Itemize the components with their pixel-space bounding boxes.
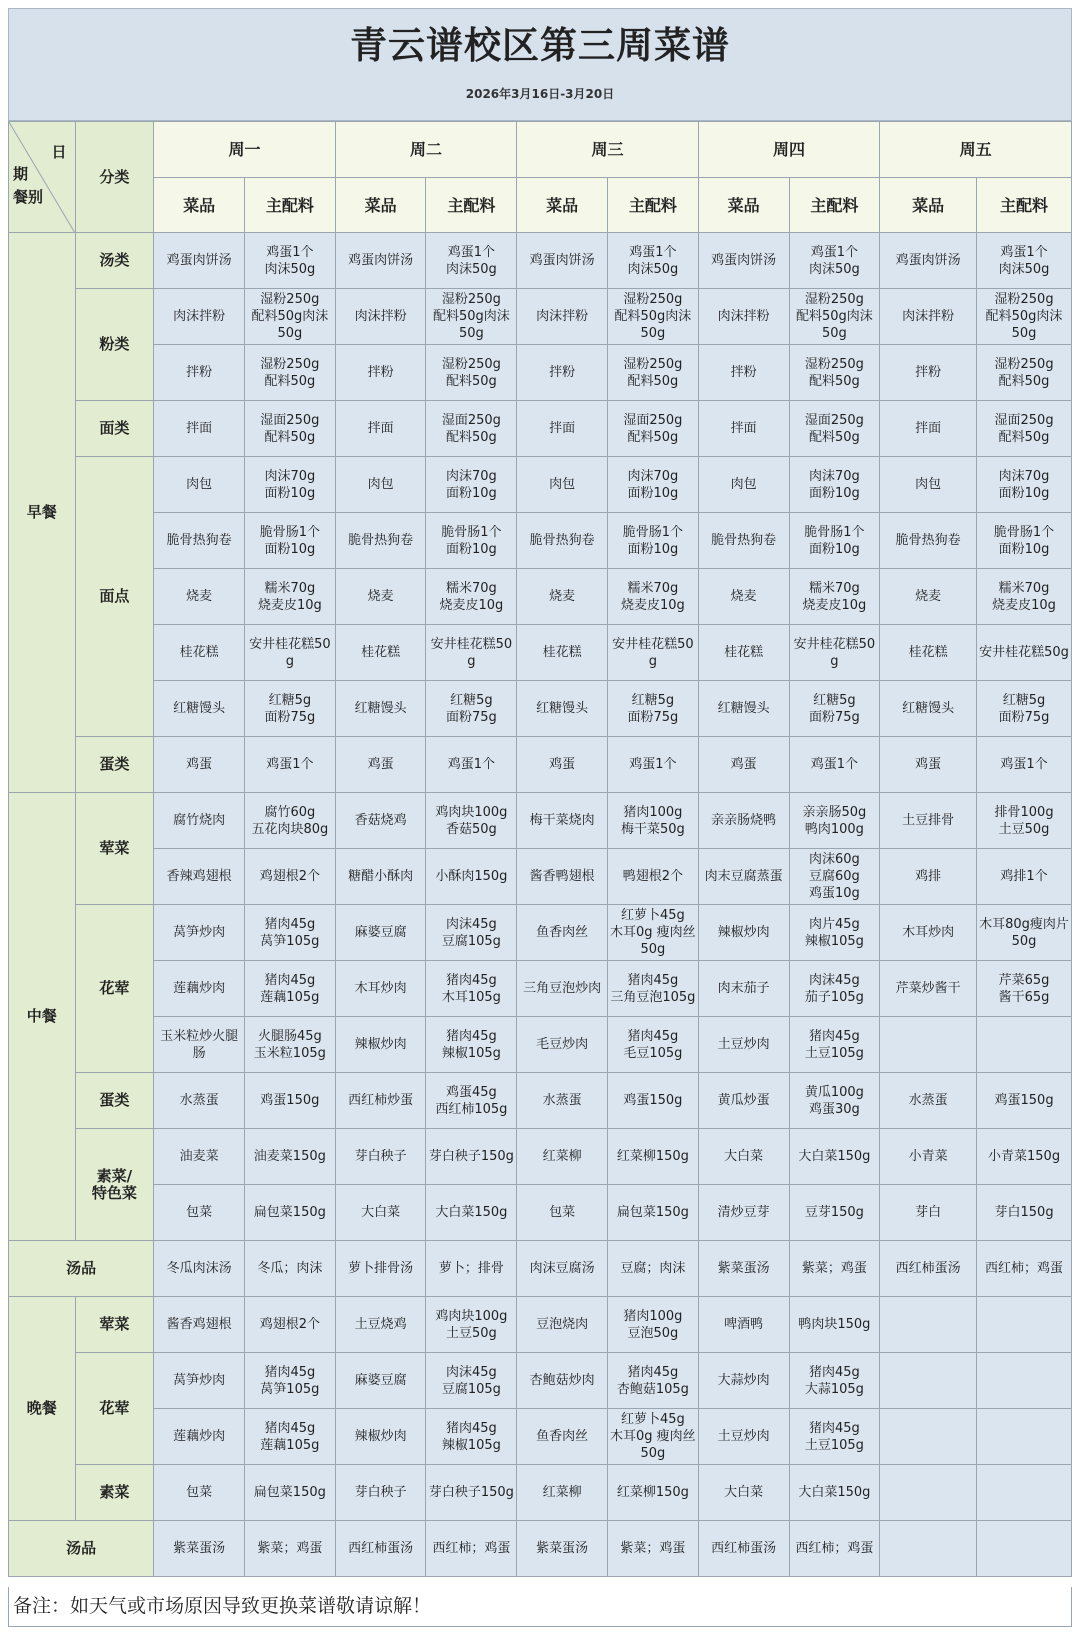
dish-cell: 豆泡烧肉 bbox=[517, 1297, 608, 1353]
dish-cell: 烧麦 bbox=[517, 569, 608, 625]
ingredient-cell: 红萝卜45g 木耳0g 瘦肉丝 50g bbox=[607, 1409, 698, 1465]
ingredient-cell: 湿面250g 配料50g bbox=[977, 401, 1072, 457]
ingredient-cell: 木耳80g瘦肉片 50g bbox=[977, 905, 1072, 961]
dish-cell: 玉米粒炒火腿 肠 bbox=[154, 1017, 245, 1073]
dish-cell: 鸡蛋 bbox=[335, 737, 426, 793]
dish-col-header: 菜品 bbox=[335, 178, 426, 233]
ingredient-cell: 鸡蛋150g bbox=[244, 1073, 335, 1129]
dish-cell: 鸡蛋 bbox=[698, 737, 789, 793]
dish-cell: 紫菜蛋汤 bbox=[517, 1521, 608, 1577]
ingredient-cell: 湿粉250g 配料50g肉沫 50g bbox=[607, 289, 698, 345]
dish-cell: 酱香鸡翅根 bbox=[154, 1297, 245, 1353]
dish-cell: 拌粉 bbox=[698, 345, 789, 401]
dish-cell: 肉包 bbox=[698, 457, 789, 513]
dish-cell: 鸡蛋肉饼汤 bbox=[880, 233, 977, 289]
ingredient-cell: 安井桂花糕50g bbox=[244, 625, 335, 681]
ingredient-cell bbox=[977, 1017, 1072, 1073]
dish-cell: 肉包 bbox=[880, 457, 977, 513]
dish-cell: 鱼香肉丝 bbox=[517, 905, 608, 961]
dish-cell: 桂花糕 bbox=[335, 625, 426, 681]
dish-cell: 拌粉 bbox=[880, 345, 977, 401]
ingredient-col-header: 主配料 bbox=[244, 178, 335, 233]
ingredient-cell: 豆腐；肉沫 bbox=[607, 1241, 698, 1297]
day-header: 周五 bbox=[880, 122, 1072, 178]
ingredient-cell bbox=[977, 1409, 1072, 1465]
corner-header bbox=[9, 122, 76, 233]
ingredient-cell: 芽白150g bbox=[977, 1185, 1072, 1241]
ingredient-cell: 脆骨肠1个 面粉10g bbox=[426, 513, 517, 569]
ingredient-cell: 大白菜150g bbox=[789, 1129, 880, 1185]
ingredient-cell: 鸡蛋1个 肉沫50g bbox=[977, 233, 1072, 289]
ingredient-cell: 肉片45g 辣椒105g bbox=[789, 905, 880, 961]
category-label: 粉类 bbox=[75, 289, 154, 401]
dish-cell: 烧麦 bbox=[880, 569, 977, 625]
meal-label-dinner: 晚餐 bbox=[9, 1297, 76, 1521]
ingredient-cell: 安井桂花糕50g bbox=[426, 625, 517, 681]
ingredient-cell: 红糖5g 面粉75g bbox=[426, 681, 517, 737]
dish-cell: 鸡蛋肉饼汤 bbox=[698, 233, 789, 289]
dish-cell: 大白菜 bbox=[698, 1465, 789, 1521]
page-title: 青云谱校区第三周菜谱 bbox=[350, 24, 730, 67]
dish-cell: 梅干菜烧肉 bbox=[517, 793, 608, 849]
dish-cell: 紫菜蛋汤 bbox=[698, 1241, 789, 1297]
ingredient-cell: 红糖5g 面粉75g bbox=[607, 681, 698, 737]
ingredient-cell: 红糖5g 面粉75g bbox=[789, 681, 880, 737]
dish-cell: 大白菜 bbox=[335, 1185, 426, 1241]
ingredient-cell: 鸡蛋1个 肉沫50g bbox=[244, 233, 335, 289]
menu-table bbox=[8, 121, 1072, 1577]
ingredient-cell: 糯米70g 烧麦皮10g bbox=[244, 569, 335, 625]
footer-note: 备注：如天气或市场原因导致更换菜谱敬请谅解！ bbox=[8, 1587, 1072, 1627]
dish-cell: 三角豆泡炒肉 bbox=[517, 961, 608, 1017]
day-header: 周二 bbox=[335, 122, 517, 178]
dish-cell: 腐竹烧肉 bbox=[154, 793, 245, 849]
category-label: 蛋类 bbox=[75, 1073, 154, 1129]
dish-cell bbox=[880, 1297, 977, 1353]
ingredient-cell: 鸡蛋45g 西红柿105g bbox=[426, 1073, 517, 1129]
dish-cell: 大白菜 bbox=[698, 1129, 789, 1185]
ingredient-cell: 糯米70g 烧麦皮10g bbox=[977, 569, 1072, 625]
ingredient-cell: 腐竹60g 五花肉块80g bbox=[244, 793, 335, 849]
dish-cell: 拌面 bbox=[335, 401, 426, 457]
ingredient-cell: 鸡蛋1个 肉沫50g bbox=[789, 233, 880, 289]
dish-cell: 土豆炒肉 bbox=[698, 1017, 789, 1073]
corner-period-label: 期 bbox=[13, 165, 29, 183]
dish-cell: 木耳炒肉 bbox=[335, 961, 426, 1017]
dish-col-header: 菜品 bbox=[698, 178, 789, 233]
dish-cell: 肉末豆腐蒸蛋 bbox=[698, 849, 789, 905]
dish-cell: 肉沫拌粉 bbox=[335, 289, 426, 345]
dish-cell: 水蒸蛋 bbox=[880, 1073, 977, 1129]
dish-col-header: 菜品 bbox=[154, 178, 245, 233]
ingredient-col-header: 主配料 bbox=[789, 178, 880, 233]
ingredient-cell: 肉沫45g 豆腐105g bbox=[426, 905, 517, 961]
ingredient-cell: 鸭肉块150g bbox=[789, 1297, 880, 1353]
dish-cell: 莴笋炒肉 bbox=[154, 905, 245, 961]
dish-cell: 鸡蛋肉饼汤 bbox=[154, 233, 245, 289]
dish-cell: 肉包 bbox=[154, 457, 245, 513]
date-range: 2026年3月16日-3月20日 bbox=[465, 87, 615, 101]
ingredient-cell: 芽白秧子150g bbox=[426, 1129, 517, 1185]
dish-cell: 肉沫豆腐汤 bbox=[517, 1241, 608, 1297]
dish-cell: 拌面 bbox=[698, 401, 789, 457]
dish-cell: 拌面 bbox=[517, 401, 608, 457]
dish-cell: 肉沫拌粉 bbox=[154, 289, 245, 345]
ingredient-cell: 湿面250g 配料50g bbox=[244, 401, 335, 457]
category-header: 分类 bbox=[75, 122, 154, 233]
category-label: 花荤 bbox=[75, 905, 154, 1073]
category-label: 面类 bbox=[75, 401, 154, 457]
ingredient-cell: 猪肉45g 莲藕105g bbox=[244, 1409, 335, 1465]
ingredient-cell: 安井桂花糕50g bbox=[607, 625, 698, 681]
dish-cell bbox=[880, 1465, 977, 1521]
dish-cell: 桂花糕 bbox=[154, 625, 245, 681]
ingredient-cell: 糯米70g 烧麦皮10g bbox=[789, 569, 880, 625]
ingredient-cell: 肉沫70g 面粉10g bbox=[977, 457, 1072, 513]
day-header: 周一 bbox=[154, 122, 336, 178]
dish-cell: 西红柿蛋汤 bbox=[880, 1241, 977, 1297]
ingredient-cell: 猪肉45g 莴笋105g bbox=[244, 905, 335, 961]
ingredient-cell: 红菜柳150g bbox=[607, 1129, 698, 1185]
ingredient-cell: 小酥肉150g bbox=[426, 849, 517, 905]
ingredient-cell: 猪肉45g 土豆105g bbox=[789, 1409, 880, 1465]
ingredient-cell: 红菜柳150g bbox=[607, 1465, 698, 1521]
dish-cell: 啤酒鸭 bbox=[698, 1297, 789, 1353]
ingredient-cell: 芽白秧子150g bbox=[426, 1465, 517, 1521]
ingredient-cell: 鸡蛋150g bbox=[607, 1073, 698, 1129]
ingredient-cell: 湿粉250g 配料50g肉沫 50g bbox=[244, 289, 335, 345]
dish-cell: 亲亲肠烧鸭 bbox=[698, 793, 789, 849]
ingredient-cell: 鸡蛋1个 bbox=[244, 737, 335, 793]
dish-cell: 莲藕炒肉 bbox=[154, 1409, 245, 1465]
ingredient-cell: 猪肉100g 梅干菜50g bbox=[607, 793, 698, 849]
dish-cell: 鸡蛋 bbox=[154, 737, 245, 793]
dish-cell: 肉包 bbox=[517, 457, 608, 513]
dish-cell: 土豆烧鸡 bbox=[335, 1297, 426, 1353]
ingredient-cell: 西红柿；鸡蛋 bbox=[789, 1521, 880, 1577]
ingredient-cell bbox=[977, 1465, 1072, 1521]
ingredient-cell: 糯米70g 烧麦皮10g bbox=[607, 569, 698, 625]
ingredient-cell: 肉沫45g 豆腐105g bbox=[426, 1353, 517, 1409]
ingredient-cell: 湿面250g 配料50g bbox=[426, 401, 517, 457]
category-label: 蛋类 bbox=[75, 737, 154, 793]
ingredient-cell: 湿面250g 配料50g bbox=[607, 401, 698, 457]
ingredient-cell: 鸡蛋1个 bbox=[789, 737, 880, 793]
dinner-soup-label: 汤品 bbox=[9, 1521, 154, 1577]
dish-cell: 鸡蛋肉饼汤 bbox=[517, 233, 608, 289]
dish-cell: 红糖馒头 bbox=[698, 681, 789, 737]
dish-cell: 紫菜蛋汤 bbox=[154, 1521, 245, 1577]
dish-cell: 肉沫拌粉 bbox=[880, 289, 977, 345]
ingredient-cell: 火腿肠45g 玉米粒105g bbox=[244, 1017, 335, 1073]
dish-cell: 红菜柳 bbox=[517, 1465, 608, 1521]
dish-cell: 烧麦 bbox=[154, 569, 245, 625]
dish-cell: 辣椒炒肉 bbox=[698, 905, 789, 961]
ingredient-cell: 肉沫70g 面粉10g bbox=[607, 457, 698, 513]
dish-cell: 清炒豆芽 bbox=[698, 1185, 789, 1241]
dish-cell: 鱼香肉丝 bbox=[517, 1409, 608, 1465]
ingredient-cell: 紫菜；鸡蛋 bbox=[789, 1241, 880, 1297]
dish-cell: 小青菜 bbox=[880, 1129, 977, 1185]
dish-cell bbox=[880, 1521, 977, 1577]
corner-date-label: 日 bbox=[51, 143, 67, 161]
dish-cell: 脆骨热狗卷 bbox=[335, 513, 426, 569]
dish-cell: 杏鲍菇炒肉 bbox=[517, 1353, 608, 1409]
ingredient-cell: 扁包菜150g bbox=[607, 1185, 698, 1241]
dish-cell: 木耳炒肉 bbox=[880, 905, 977, 961]
ingredient-cell: 鸡蛋1个 bbox=[977, 737, 1072, 793]
dish-cell: 辣椒炒肉 bbox=[335, 1409, 426, 1465]
ingredient-cell: 油麦菜150g bbox=[244, 1129, 335, 1185]
ingredient-cell: 鸡肉块100g 土豆50g bbox=[426, 1297, 517, 1353]
dish-cell: 包菜 bbox=[154, 1185, 245, 1241]
dish-cell: 鸡蛋 bbox=[517, 737, 608, 793]
dish-cell: 鸡蛋 bbox=[880, 737, 977, 793]
dish-cell: 拌粉 bbox=[335, 345, 426, 401]
dish-cell: 鸡蛋肉饼汤 bbox=[335, 233, 426, 289]
dish-cell: 肉沫拌粉 bbox=[517, 289, 608, 345]
ingredient-cell: 肉沫45g 茄子105g bbox=[789, 961, 880, 1017]
ingredient-cell: 湿粉250g 配料50g肉沫 50g bbox=[977, 289, 1072, 345]
dish-cell: 莴笋炒肉 bbox=[154, 1353, 245, 1409]
ingredient-cell: 脆骨肠1个 面粉10g bbox=[607, 513, 698, 569]
dish-cell: 大蒜炒肉 bbox=[698, 1353, 789, 1409]
ingredient-cell: 肉沫70g 面粉10g bbox=[426, 457, 517, 513]
ingredient-cell: 猪肉45g 毛豆105g bbox=[607, 1017, 698, 1073]
dish-cell: 脆骨热狗卷 bbox=[154, 513, 245, 569]
ingredient-cell: 鸡肉块100g 香菇50g bbox=[426, 793, 517, 849]
ingredient-cell: 脆骨肠1个 面粉10g bbox=[977, 513, 1072, 569]
ingredient-cell: 湿粉250g 配料50g bbox=[244, 345, 335, 401]
category-label: 素菜/ 特色菜 bbox=[75, 1129, 154, 1241]
dish-cell bbox=[880, 1353, 977, 1409]
ingredient-cell: 猪肉45g 杏鲍菇105g bbox=[607, 1353, 698, 1409]
ingredient-cell: 猪肉45g 三角豆泡105g bbox=[607, 961, 698, 1017]
dish-cell: 芹菜炒酱干 bbox=[880, 961, 977, 1017]
ingredient-cell: 脆骨肠1个 面粉10g bbox=[244, 513, 335, 569]
ingredient-cell: 湿粉250g 配料50g bbox=[789, 345, 880, 401]
ingredient-cell bbox=[977, 1297, 1072, 1353]
ingredient-cell: 大白菜150g bbox=[789, 1465, 880, 1521]
ingredient-cell: 排骨100g 土豆50g bbox=[977, 793, 1072, 849]
dish-cell: 拌粉 bbox=[517, 345, 608, 401]
ingredient-cell: 猪肉45g 土豆105g bbox=[789, 1017, 880, 1073]
dish-cell: 麻婆豆腐 bbox=[335, 905, 426, 961]
dish-cell: 拌面 bbox=[154, 401, 245, 457]
dish-cell: 红糖馒头 bbox=[335, 681, 426, 737]
dish-cell: 莲藕炒肉 bbox=[154, 961, 245, 1017]
ingredient-cell: 鸡翅根2个 bbox=[244, 849, 335, 905]
ingredient-cell: 湿粉250g 配料50g bbox=[607, 345, 698, 401]
dish-cell: 油麦菜 bbox=[154, 1129, 245, 1185]
dish-cell: 辣椒炒肉 bbox=[335, 1017, 426, 1073]
dish-cell: 烧麦 bbox=[698, 569, 789, 625]
ingredient-cell: 小青菜150g bbox=[977, 1129, 1072, 1185]
ingredient-cell: 肉沫60g 豆腐60g 鸡蛋10g bbox=[789, 849, 880, 905]
dish-cell: 桂花糕 bbox=[698, 625, 789, 681]
dish-cell: 香菇烧鸡 bbox=[335, 793, 426, 849]
ingredient-cell: 鸡翅根2个 bbox=[244, 1297, 335, 1353]
dish-cell: 芽白秧子 bbox=[335, 1129, 426, 1185]
dish-cell: 肉包 bbox=[335, 457, 426, 513]
day-header: 周四 bbox=[698, 122, 880, 178]
dish-cell: 酱香鸭翅根 bbox=[517, 849, 608, 905]
dish-cell: 芽白 bbox=[880, 1185, 977, 1241]
dish-cell: 桂花糕 bbox=[517, 625, 608, 681]
ingredient-cell: 西红柿；鸡蛋 bbox=[426, 1521, 517, 1577]
ingredient-cell: 湿面250g 配料50g bbox=[789, 401, 880, 457]
ingredient-cell: 鸡蛋150g bbox=[977, 1073, 1072, 1129]
dish-cell: 脆骨热狗卷 bbox=[698, 513, 789, 569]
ingredient-cell: 猪肉45g 莴笋105g bbox=[244, 1353, 335, 1409]
dish-cell bbox=[880, 1409, 977, 1465]
ingredient-cell: 芹菜65g 酱干65g bbox=[977, 961, 1072, 1017]
category-label: 素菜 bbox=[75, 1465, 154, 1521]
ingredient-cell: 萝卜；排骨 bbox=[426, 1241, 517, 1297]
dish-col-header: 菜品 bbox=[517, 178, 608, 233]
category-label: 荤菜 bbox=[75, 793, 154, 905]
dish-cell: 肉沫拌粉 bbox=[698, 289, 789, 345]
ingredient-cell: 红糖5g 面粉75g bbox=[244, 681, 335, 737]
ingredient-cell: 扁包菜150g bbox=[244, 1185, 335, 1241]
ingredient-cell: 鸡蛋1个 肉沫50g bbox=[607, 233, 698, 289]
meal-label-lunch: 中餐 bbox=[9, 793, 76, 1241]
ingredient-cell: 红萝卜45g 木耳0g 瘦肉丝 50g bbox=[607, 905, 698, 961]
category-label: 荤菜 bbox=[75, 1297, 154, 1353]
dish-cell: 拌粉 bbox=[154, 345, 245, 401]
ingredient-cell: 脆骨肠1个 面粉10g bbox=[789, 513, 880, 569]
corner-meal-label: 餐别 bbox=[13, 188, 44, 206]
category-label: 汤类 bbox=[75, 233, 154, 289]
title-banner bbox=[8, 8, 1072, 121]
dish-cell: 红糖馒头 bbox=[154, 681, 245, 737]
ingredient-cell: 肉沫70g 面粉10g bbox=[244, 457, 335, 513]
ingredient-cell: 鸡蛋1个 肉沫50g bbox=[426, 233, 517, 289]
ingredient-cell: 豆芽150g bbox=[789, 1185, 880, 1241]
dish-cell: 红糖馒头 bbox=[880, 681, 977, 737]
dish-col-header: 菜品 bbox=[880, 178, 977, 233]
ingredient-cell: 湿粉250g 配料50g bbox=[426, 345, 517, 401]
ingredient-cell: 亲亲肠50g 鸭肉100g bbox=[789, 793, 880, 849]
dish-cell: 红糖馒头 bbox=[517, 681, 608, 737]
ingredient-cell: 西红柿；鸡蛋 bbox=[977, 1241, 1072, 1297]
ingredient-cell: 湿粉250g 配料50g肉沫 50g bbox=[426, 289, 517, 345]
dish-cell: 土豆排骨 bbox=[880, 793, 977, 849]
dish-cell: 西红柿炒蛋 bbox=[335, 1073, 426, 1129]
category-label: 面点 bbox=[75, 457, 154, 737]
dish-cell: 脆骨热狗卷 bbox=[880, 513, 977, 569]
dish-cell: 拌面 bbox=[880, 401, 977, 457]
ingredient-cell bbox=[977, 1353, 1072, 1409]
ingredient-cell: 湿粉250g 配料50g肉沫 50g bbox=[789, 289, 880, 345]
dish-cell: 土豆炒肉 bbox=[698, 1409, 789, 1465]
dish-cell: 香辣鸡翅根 bbox=[154, 849, 245, 905]
ingredient-cell: 湿粉250g 配料50g bbox=[977, 345, 1072, 401]
ingredient-cell: 猪肉45g 辣椒105g bbox=[426, 1409, 517, 1465]
dish-cell: 芽白秧子 bbox=[335, 1465, 426, 1521]
ingredient-cell bbox=[977, 1521, 1072, 1577]
ingredient-cell: 鸡蛋1个 bbox=[607, 737, 698, 793]
ingredient-cell: 猪肉100g 豆泡50g bbox=[607, 1297, 698, 1353]
ingredient-cell: 鸡蛋1个 bbox=[426, 737, 517, 793]
dish-cell: 冬瓜肉沫汤 bbox=[154, 1241, 245, 1297]
ingredient-col-header: 主配料 bbox=[426, 178, 517, 233]
day-header: 周三 bbox=[517, 122, 699, 178]
category-label: 花荤 bbox=[75, 1353, 154, 1465]
ingredient-cell: 糯米70g 烧麦皮10g bbox=[426, 569, 517, 625]
ingredient-cell: 黄瓜100g 鸡蛋30g bbox=[789, 1073, 880, 1129]
dish-cell: 毛豆炒肉 bbox=[517, 1017, 608, 1073]
dish-cell: 桂花糕 bbox=[880, 625, 977, 681]
dish-cell: 西红柿蛋汤 bbox=[335, 1521, 426, 1577]
lunch-soup-label: 汤品 bbox=[9, 1241, 154, 1297]
ingredient-cell: 鸭翅根2个 bbox=[607, 849, 698, 905]
ingredient-cell: 安井桂花糕50g bbox=[977, 625, 1072, 681]
ingredient-cell: 大白菜150g bbox=[426, 1185, 517, 1241]
ingredient-cell: 紫菜；鸡蛋 bbox=[244, 1521, 335, 1577]
ingredient-cell: 肉沫70g 面粉10g bbox=[789, 457, 880, 513]
ingredient-cell: 紫菜；鸡蛋 bbox=[607, 1521, 698, 1577]
dish-cell: 水蒸蛋 bbox=[154, 1073, 245, 1129]
meal-label-breakfast: 早餐 bbox=[9, 233, 76, 793]
ingredient-cell: 猪肉45g 木耳105g bbox=[426, 961, 517, 1017]
ingredient-col-header: 主配料 bbox=[607, 178, 698, 233]
ingredient-cell: 鸡排1个 bbox=[977, 849, 1072, 905]
ingredient-cell: 冬瓜；肉沫 bbox=[244, 1241, 335, 1297]
dish-cell: 黄瓜炒蛋 bbox=[698, 1073, 789, 1129]
dish-cell: 包菜 bbox=[154, 1465, 245, 1521]
dish-cell: 脆骨热狗卷 bbox=[517, 513, 608, 569]
ingredient-cell: 红糖5g 面粉75g bbox=[977, 681, 1072, 737]
dish-cell: 肉末茄子 bbox=[698, 961, 789, 1017]
ingredient-cell: 猪肉45g 莲藕105g bbox=[244, 961, 335, 1017]
ingredient-cell: 猪肉45g 大蒜105g bbox=[789, 1353, 880, 1409]
dish-cell: 西红柿蛋汤 bbox=[698, 1521, 789, 1577]
dish-cell: 烧麦 bbox=[335, 569, 426, 625]
ingredient-cell: 安井桂花糕50g bbox=[789, 625, 880, 681]
dish-cell: 糖醋小酥肉 bbox=[335, 849, 426, 905]
dish-cell: 水蒸蛋 bbox=[517, 1073, 608, 1129]
ingredient-cell: 猪肉45g 辣椒105g bbox=[426, 1017, 517, 1073]
ingredient-col-header: 主配料 bbox=[977, 178, 1072, 233]
dish-cell: 萝卜排骨汤 bbox=[335, 1241, 426, 1297]
dish-cell: 包菜 bbox=[517, 1185, 608, 1241]
dish-cell bbox=[880, 1017, 977, 1073]
dish-cell: 麻婆豆腐 bbox=[335, 1353, 426, 1409]
dish-cell: 红菜柳 bbox=[517, 1129, 608, 1185]
ingredient-cell: 扁包菜150g bbox=[244, 1465, 335, 1521]
dish-cell: 鸡排 bbox=[880, 849, 977, 905]
